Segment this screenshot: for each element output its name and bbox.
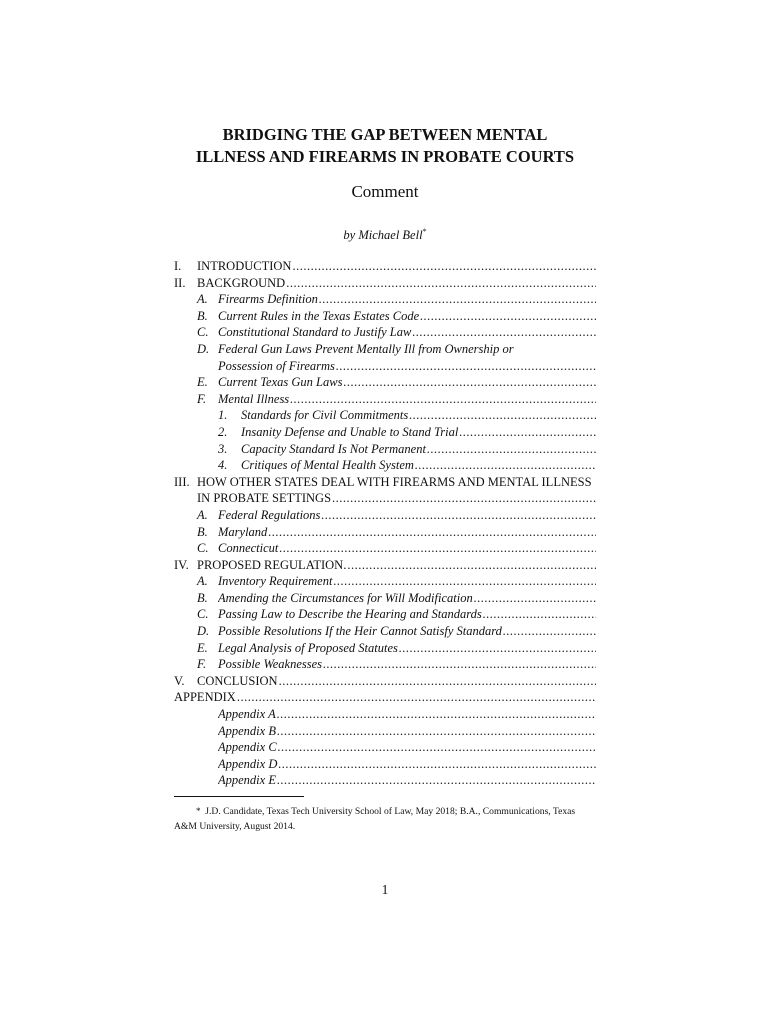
toc-entry-title: Appendix E ..... [218, 772, 596, 789]
toc-entry [174, 258, 596, 275]
toc-entry-title: Firearms Definition ..... [218, 291, 596, 308]
toc-entry [174, 341, 596, 358]
page-number: 1 [381, 882, 389, 897]
toc-entry-number: B. [197, 590, 208, 605]
toc-entry [174, 324, 596, 341]
toc-entry-title: PROPOSED REGULATION. ..... [197, 557, 596, 574]
toc-entry-number: 2. [218, 424, 228, 439]
toc-entry [174, 557, 596, 574]
toc-entry-title: Standards for Civil Commitments ..... [241, 407, 596, 424]
toc-entry [174, 407, 596, 424]
footnote-text: J.D. Candidate, Texas Tech University School of Law, May 2018; B.A., Communications, Texas A&M University, August 2014. [174, 806, 576, 832]
table-of-contents [174, 258, 596, 789]
toc-entry-title: Amending the Circumstances for Will Modification ..... [218, 590, 596, 607]
toc-entry-number: I. [174, 259, 182, 273]
toc-entry-number: B. [197, 308, 208, 323]
toc-entry-number: E. [197, 375, 208, 390]
toc-entry-title: Current Texas Gun Laws ..... [218, 374, 596, 391]
toc-entry-number: F. [197, 657, 207, 672]
toc-entry [174, 640, 596, 657]
toc-entry [174, 291, 596, 308]
toc-entry [174, 739, 596, 756]
toc-entry-title: Possible Weaknesses ..... [218, 656, 596, 673]
toc-entry [174, 474, 596, 491]
toc-entry [174, 590, 596, 607]
toc-entry-number: B. [197, 524, 208, 539]
title-line-2: ILLNESS AND FIREARMS IN PROBATE COURTS [195, 147, 575, 166]
toc-entry-number: II. [174, 275, 186, 290]
toc-entry-title: Constitutional Standard to Justify Law ..... [218, 324, 596, 341]
toc-entry-title: Possible Resolutions If the Heir Cannot Satisfy Standard ..... [218, 623, 596, 640]
toc-entry-number: V. [174, 673, 185, 688]
toc-entry-number: A. [197, 292, 208, 307]
toc-entry-title: Passing Law to Describe the Hearing and Standards ..... [218, 606, 596, 623]
author-footnote-mark: * [422, 227, 427, 236]
toc-entry-title: Insanity Defense and Unable to Stand Trial ..... [241, 424, 596, 441]
toc-entry-number: III. [174, 474, 190, 489]
toc-entry-title: Appendix A ..... [218, 706, 596, 723]
toc-entry-number: C. [197, 607, 209, 622]
toc-entry [174, 391, 596, 408]
toc-entry [174, 573, 596, 590]
toc-entry [174, 689, 596, 706]
toc-entry [174, 358, 596, 375]
toc-entry-title: BACKGROUND ..... [197, 275, 596, 292]
toc-entry-number: D. [197, 624, 210, 639]
toc-entry [174, 524, 596, 541]
toc-entry-number: 1. [218, 408, 228, 423]
toc-entry-title: Federal Regulations ..... [218, 507, 596, 524]
toc-entry [174, 673, 596, 690]
toc-entry-title: Connecticut ..... [218, 540, 596, 557]
toc-entry-title: Current Rules in the Texas Estates Code ..... [218, 308, 596, 325]
toc-entry-number: A. [197, 574, 208, 589]
article-title [0, 124, 770, 168]
toc-entry-title: Legal Analysis of Proposed Statutes ..... [218, 640, 596, 657]
toc-entry [174, 457, 596, 474]
toc-entry [174, 441, 596, 458]
title-line-1: BRIDGING THE GAP BETWEEN MENTAL [222, 125, 548, 144]
author-byline [0, 224, 770, 243]
toc-entry-number: C. [197, 541, 209, 556]
toc-entry-number: D. [197, 341, 210, 356]
toc-entry-number: IV. [174, 557, 189, 572]
toc-entry-title: Federal Gun Laws Prevent Mentally Ill from Ownership or [218, 341, 514, 356]
toc-entry-title: Capacity Standard Is Not Permanent ..... [241, 441, 596, 458]
toc-entry [174, 772, 596, 789]
toc-entry-title: Critiques of Mental Health System ..... [241, 457, 596, 474]
toc-entry [174, 490, 596, 507]
toc-entry-number: E. [197, 640, 208, 655]
footnote-rule [174, 796, 304, 797]
toc-entry [174, 275, 596, 292]
toc-entry [174, 308, 596, 325]
toc-entry-title: CONCLUSION ..... [197, 673, 596, 690]
toc-entry-number: 4. [218, 458, 228, 473]
footnote [174, 804, 598, 834]
footnote-mark: * [196, 806, 201, 816]
toc-entry-title: APPENDIX ..... [174, 689, 596, 706]
toc-entry [174, 723, 596, 740]
toc-entry-number: F. [197, 391, 207, 406]
toc-entry-number: 3. [218, 441, 228, 456]
toc-entry-title: HOW OTHER STATES DEAL WITH FIREARMS AND MENTAL ILLNESS [197, 474, 592, 489]
toc-entry-title: Mental Illness ..... [218, 391, 596, 408]
toc-entry-number: C. [197, 325, 209, 340]
toc-entry [174, 656, 596, 673]
toc-entry-title: Appendix B ..... [218, 723, 596, 740]
toc-entry [174, 706, 596, 723]
toc-entry [174, 756, 596, 773]
toc-entry [174, 374, 596, 391]
author-name: by Michael Bell [343, 228, 423, 243]
toc-entry-title: Maryland ..... [218, 524, 596, 541]
toc-entry-title: Inventory Requirement ..... [218, 573, 596, 590]
toc-entry [174, 507, 596, 524]
toc-entry-title: Possession of Firearms ..... [218, 358, 596, 375]
toc-entry-title: INTRODUCTION ..... [197, 258, 596, 275]
toc-entry-title: IN PROBATE SETTINGS ..... [197, 490, 596, 507]
toc-entry [174, 424, 596, 441]
toc-entry [174, 540, 596, 557]
toc-entry-number: A. [197, 507, 208, 522]
article-subtitle: Comment [351, 182, 419, 201]
toc-entry [174, 623, 596, 640]
toc-entry-title: Appendix C ..... [218, 739, 596, 756]
toc-entry-title: Appendix D ..... [218, 756, 596, 773]
toc-entry [174, 606, 596, 623]
